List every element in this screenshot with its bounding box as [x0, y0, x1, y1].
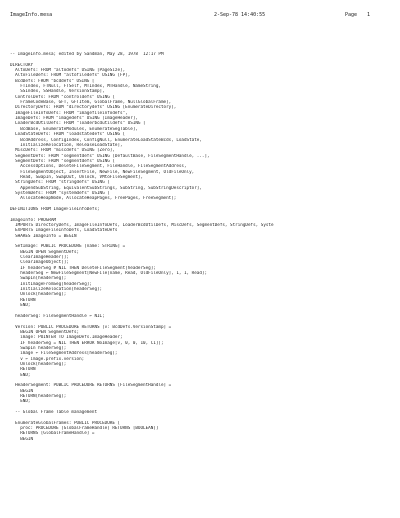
code-line: DirectoryDefs: FROM "directorydefs" USING [EnumerateDirectory],	[10, 105, 177, 111]
code-line: BEGIN OPEN SegmentDefs;	[10, 249, 80, 255]
code-line: BEGIN OPEN SegmentDefs;	[10, 329, 80, 335]
code-line: LoaderBcdUtilDefs: FROM "loaderbcdutildefs" USING [	[10, 121, 146, 127]
code-line: image: POINTER TO ImageDefs.ImageHeader;	[10, 335, 123, 341]
page-label: Page	[344, 12, 357, 18]
code-line: BcdAddress, ConfigIndex, ConfigNull, EnumerateLoadStateBcds, LoadState,	[10, 137, 202, 143]
code-line: ImageDefs: FROM "imagedefs" USING [ImageHeader],	[10, 116, 138, 122]
code-line: -- ImageInfo.mesa; edited by Sandman, May 28, 1978 12:17 PM	[10, 52, 164, 57]
code-line: v ← image.prefix.version;	[10, 356, 85, 362]
code-line: AltoFileDefs: FROM "altofiledefs" USING [FP],	[10, 73, 131, 79]
code-line: ImageInfo: PROGRAM	[10, 217, 57, 223]
code-line: END;	[10, 303, 31, 309]
code-line: RETURN	[10, 367, 36, 373]
code-line: AppendSubString, EquivalentSubStrings, SubString, SubStringDescriptor],	[10, 185, 202, 191]
code-line: MiscDefs: FROM "miscdefs" USING [Zero],	[10, 148, 115, 154]
code-line: SHARES ImageInfo = BEGIN	[10, 233, 77, 239]
code-line: RETURN[headerSeg];	[10, 394, 67, 399]
code-line: BcdBase, EnumerateModules, EnumerateSegTable],	[10, 126, 138, 132]
code-line: IF headerSeg = NIL THEN ERROR NoImage[v, 0, 0, 10, C1]];	[10, 340, 164, 346]
code-line: image ← FileSegmentAddress[headerSeg];	[10, 351, 118, 357]
code-line: BEGIN	[10, 436, 34, 442]
code-line: Version: PUBLIC PROCEDURE RETURNS [v: BcdDefs.VersionStamp] =	[10, 324, 172, 330]
code-line: HeaderSegment: PUBLIC PROCEDURE RETURNS [FileSegmentHandle] =	[10, 383, 172, 389]
page-indicator	[345, 12, 370, 18]
code-line: FTIndex, FTNull, FTSelf, MTIndex, MTHandle, NameString,	[10, 84, 161, 90]
code-line: END;	[10, 399, 31, 405]
code-line: BcdDefs: FROM "bcddefs" USING [	[10, 78, 95, 84]
code-line: headerSeg ← NewFileSegment[NewFile[name, Read, OldFileOnly], 1, 1, Read];	[10, 271, 208, 277]
code-line: Read, SwapIn, SwapOut, Unlock, VMtoFileSegment],	[10, 174, 144, 180]
code-line: DEFINITIONS FROM ImageFileInfoDefs;	[10, 206, 100, 212]
code-line: FrameCodeBase, GFT, GFTItem, GlobalFrame, NullGlobalFrame],	[10, 100, 172, 106]
code-line: proc: PROCEDURE [GlobalFrameHandle] RETURNS [BOOLEAN]]	[10, 426, 159, 432]
code-line: SetImage: PUBLIC PROCEDURE [name: STRING] =	[10, 244, 126, 250]
code-line: RETURNS [GlobalFrameHandle] =	[10, 431, 95, 437]
code-line: StringDefs: FROM "stringdefs" USING [	[10, 180, 110, 186]
code-line: EnumerateGlobalFrames: PUBLIC PROCEDURE [	[10, 420, 121, 426]
page-number: 1	[366, 12, 370, 18]
code-line: END;	[10, 372, 31, 378]
code-line: IMPORTS DirectoryDefs, ImageFileInfoDefs, LoaderBcdUtilDefs, MiscDefs, SegmentDefs, StringDefs, Syste	[10, 223, 274, 228]
code-line: LoadStateDefs: FROM "loadstatedefs" USING [	[10, 132, 126, 138]
print-date: 2-Sep-78 14:40:55	[213, 12, 266, 18]
code-line: SSIndex, SSHandle, VersionStamp],	[10, 89, 105, 95]
code-line: FileSegmentObject, InsertFile, NewFile, NewFileSegment, OldFileOnly,	[10, 169, 195, 175]
file-name: ImageInfo.mesa	[10, 12, 53, 18]
code-line: IF headerSeg # NIL THEN DeleteFileSegment[headerSeg];	[10, 265, 156, 271]
code-line: BEGIN	[10, 388, 34, 394]
code-line: InitializeRelocation[headerSeg];	[10, 287, 103, 293]
code-line: SwapIn[headerSeg];	[10, 276, 67, 282]
code-line: ControlDefs: FROM "controldefs" USING [	[10, 94, 115, 100]
code-line: DIRECTORY	[10, 62, 34, 68]
code-line: Unlock[headerSeg];	[10, 361, 67, 367]
code-line: SegmentDefs: FROM "segmentdefs" USING [DefaultBase, FileSegmentHandle, ...],	[10, 153, 210, 159]
code-line: RETURN	[10, 297, 36, 303]
code-line: InitImageFromSeg[headerSeg];	[10, 281, 92, 287]
code-line: ClearImageObject[];	[10, 260, 69, 266]
page-header	[10, 12, 392, 18]
code-line: AllocateHeapNode, AllocateHeapPages, FreePages, FreeSegment];	[10, 196, 177, 202]
code-line: AltoDefs: FROM "altodefs" USING [PageSize],	[10, 68, 126, 74]
code-line: headerSeg: FileSegmentHandle ← NIL;	[10, 313, 105, 319]
source-listing	[10, 52, 392, 442]
code-line: SegmentDefs: FROM "segmentdefs" USING [	[10, 158, 115, 164]
code-line: SwapIn headerSeg];	[10, 345, 67, 351]
code-line: -- Global Frame Table management	[10, 410, 97, 416]
code-line: AccessOptions, DeleteFileSegment, FileHandle, FileSegmentAddress,	[10, 164, 187, 170]
code-line: EXPORTS ImageFileInfoDefs, LoadStateDefs	[10, 228, 118, 234]
code-line: SystemDefs: FROM "systemdefs" USING [	[10, 190, 110, 196]
code-line: ImageFileInfoDefs: FROM "imagefileinfodefs",	[10, 110, 128, 116]
code-line: Unlock[headerSeg];	[10, 292, 67, 298]
code-line: InitializeRelocation, ReleaseLoadState],	[10, 142, 123, 148]
code-line: ClearImageHeader[];	[10, 255, 69, 261]
